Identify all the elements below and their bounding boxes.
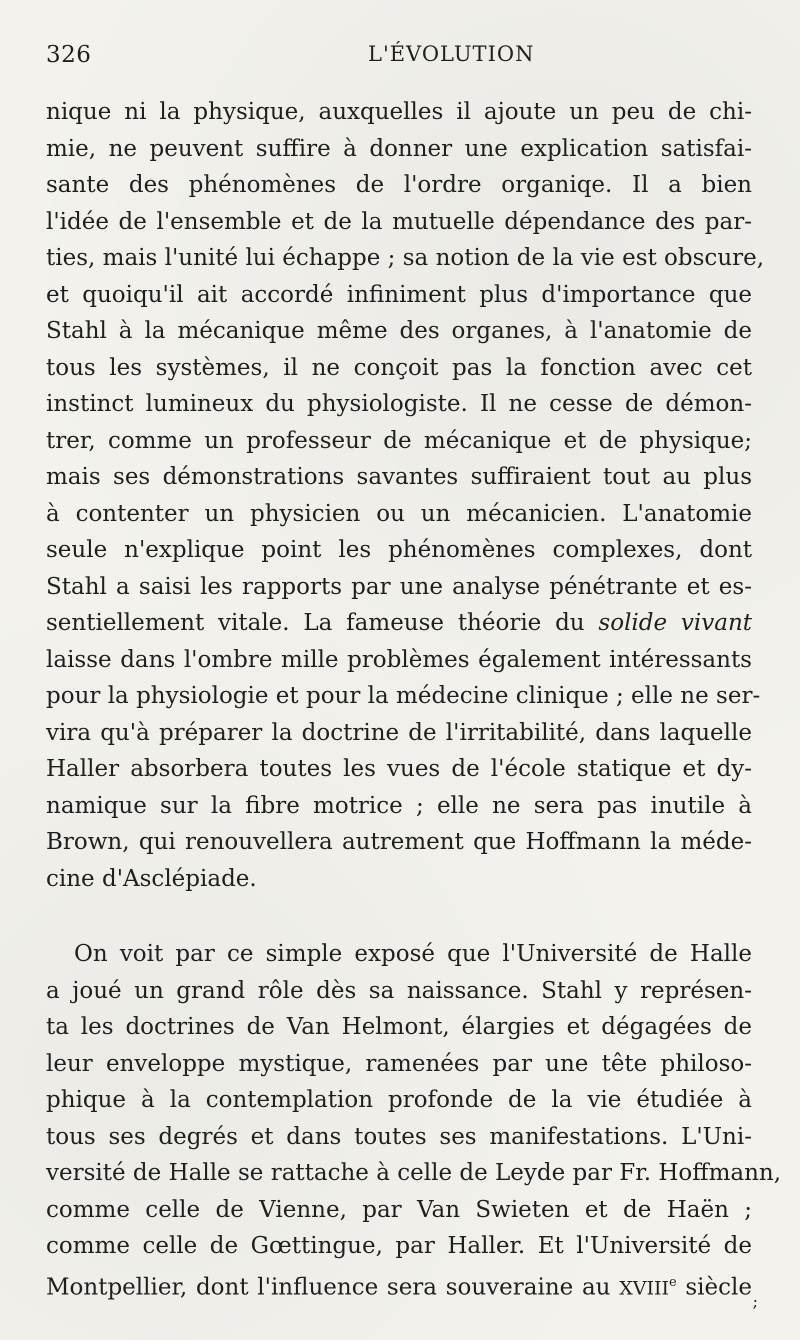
text-line: mais ses démonstrations savantes suffiraient tout au plus (46, 464, 752, 490)
page-header (46, 38, 750, 78)
text-line: ta les doctrines de Van Helmont, élargies et dégagées de (46, 1014, 752, 1040)
text-line: nique ni la physique, auxquelles il ajoute un peu de chi- (46, 99, 752, 125)
text-line: leur enveloppe mystique, ramenées par une tête philoso- (46, 1050, 752, 1077)
century-superscript: e (668, 1274, 677, 1290)
text-line: à contenter un physicien ou un mécanicien. L'anatomie (46, 500, 752, 527)
text-line: mie, ne peuvent suffire à donner une explication satisfai- (46, 135, 752, 162)
text-line: Stahl à la mécanique même des organes, à l'anatomie de (46, 318, 752, 344)
text-line: comme celle de Gœttingue, par Haller. Et l'Université de (46, 1233, 752, 1259)
text-line: versité de Halle se rattache à celle de Leyde par Fr. Hoffmann, (46, 1160, 782, 1186)
text-line: Haller absorbera toutes les vues de l'école statique et dy- (46, 756, 752, 782)
text-line: l'idée de l'ensemble et de la mutuelle dépendance des par- (46, 208, 752, 235)
text-line: namique sur la fibre motrice ; elle ne sera pas inutile à (46, 792, 752, 819)
trailing-mark: ; (752, 1292, 758, 1311)
text-line: tous ses degrés et dans toutes ses manifestations. L'Uni- (46, 1123, 752, 1150)
text-line-with-century (46, 1265, 752, 1302)
text-line: comme celle de Vienne, par Van Swieten et de Haën ; (46, 1196, 752, 1223)
paragraph-1 (46, 94, 765, 897)
text-line: sante des phénomènes de l'ordre organiqe. Il a bien (46, 172, 752, 198)
line-text-end: siècle (685, 1274, 752, 1301)
text-line: phique à la contemplation profonde de la vie étudiée à (46, 1087, 752, 1113)
text-line: cine d'Asclépiade. (46, 865, 257, 892)
text-line: laisse dans l'ombre mille problèmes également intéressants (46, 646, 752, 673)
text-line: trer, comme un professeur de mécanique et de physique; (46, 427, 752, 454)
text-line-with-italic (46, 605, 752, 642)
paragraph-2 (46, 936, 782, 1301)
text-line: instinct lumineux du physiologiste. Il ne cesse de démon- (46, 391, 752, 417)
text-line: et quoiqu'il ait accordé infiniment plus d'importance que (46, 281, 752, 308)
text-line: a joué un grand rôle dès sa naissance. Stahl y représen- (46, 977, 752, 1004)
text-line: tous les systèmes, il ne conçoit pas la fonction avec cet (46, 354, 752, 381)
text-line: On voit par ce simple exposé que l'Université de Halle (74, 941, 752, 967)
text-line: ties, mais l'unité lui échappe ; sa notion de la vie est obscure, (46, 245, 765, 271)
text-line: Brown, qui renouvellera autrement que Hoffmann la méde- (46, 829, 752, 855)
italic-phrase: solide vivant (598, 610, 753, 636)
running-title: L'ÉVOLUTION (368, 42, 535, 66)
text-line: seule n'explique point les phénomènes complexes, dont (46, 537, 752, 563)
text-line: vira qu'à préparer la doctrine de l'irritabilité, dans laquelle (46, 719, 752, 746)
page-number: 326 (46, 42, 92, 68)
text-line: Stahl a saisi les rapports par une analyse pénétrante et es- (46, 573, 752, 600)
century-numeral: XVIII (619, 1277, 669, 1300)
text-line: pour la physiologie et pour la médecine clinique ; elle ne ser- (46, 683, 761, 709)
line-text: Montpellier, dont l'influence sera souveraine au (46, 1274, 611, 1301)
line-text: sentiellement vitale. La fameuse théorie du (46, 610, 585, 636)
